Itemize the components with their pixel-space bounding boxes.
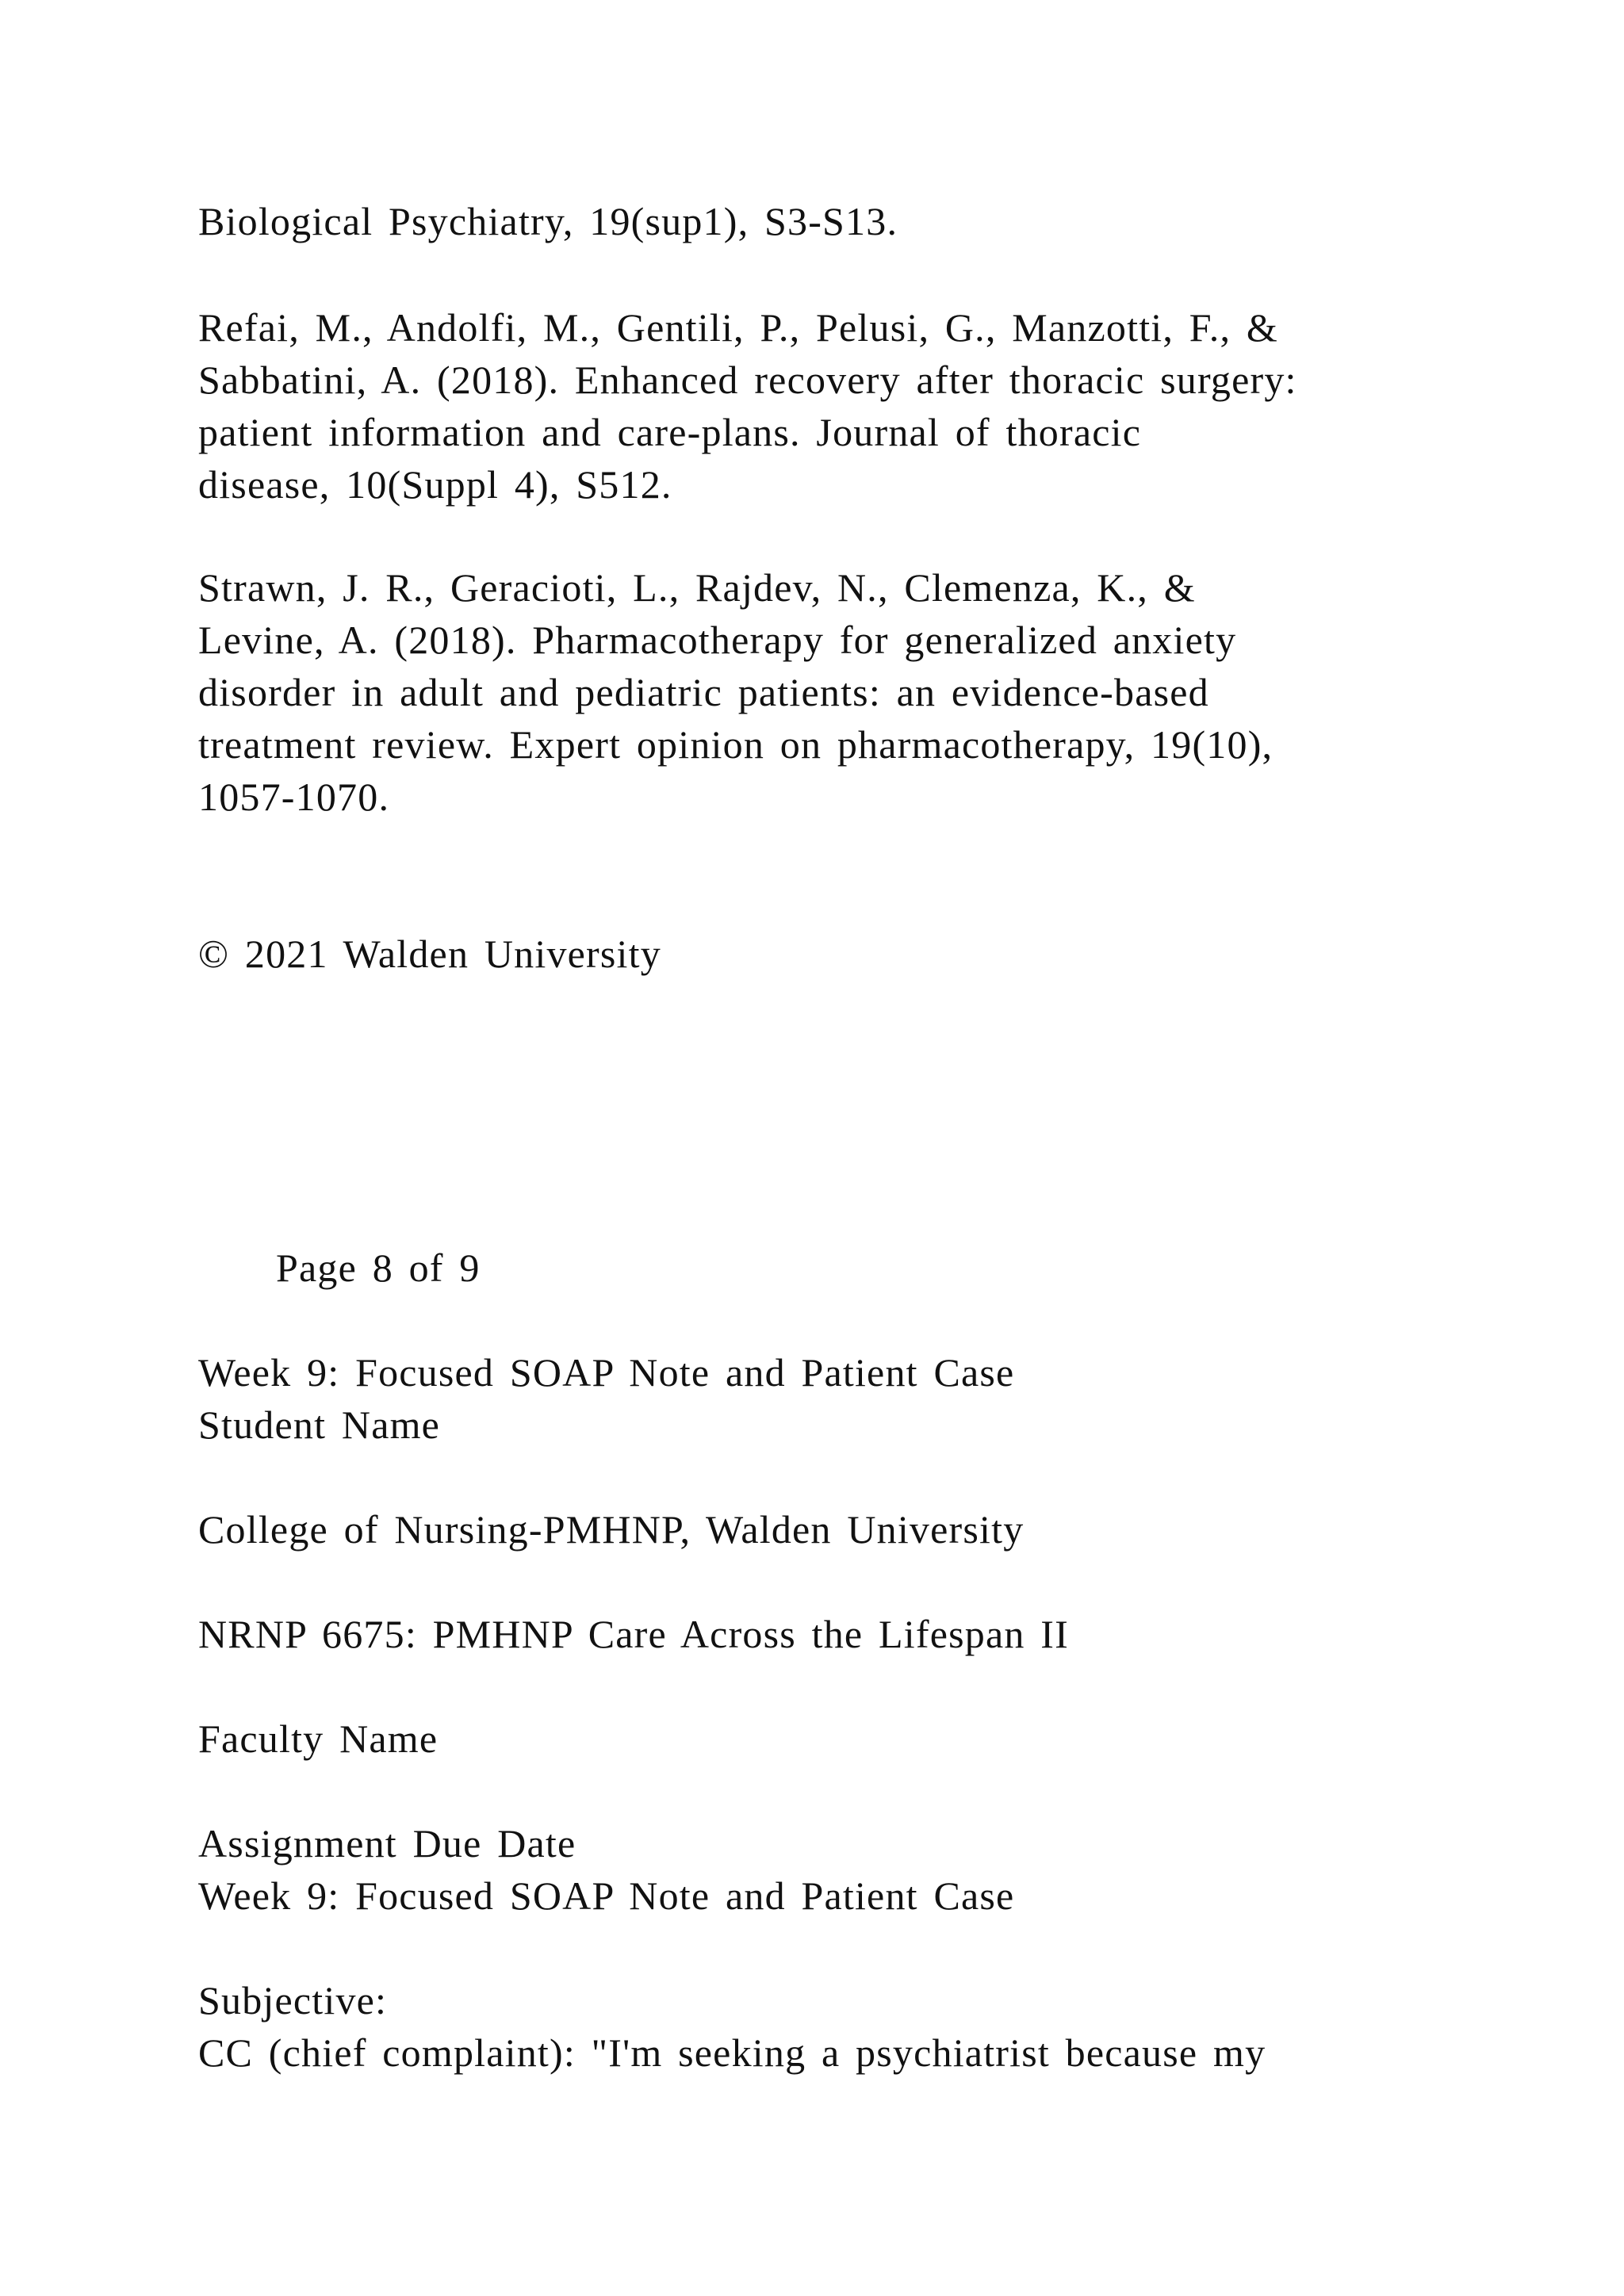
reference-line: Strawn, J. R., Geracioti, L., Rajdev, N., Clemenza, K., & — [198, 565, 1196, 610]
document-title: Week 9: Focused SOAP Note and Patient Case — [198, 1350, 1015, 1395]
reference-line: patient information and care-plans. Journal of thoracic — [198, 410, 1142, 454]
document-title-repeat: Week 9: Focused SOAP Note and Patient Case — [198, 1873, 1015, 1918]
course-name: NRNP 6675: PMHNP Care Across the Lifespan II — [198, 1612, 1069, 1656]
student-name: Student Name — [198, 1402, 441, 1447]
page-number: Page 8 of 9 — [276, 1246, 481, 1290]
due-date: Assignment Due Date — [198, 1821, 576, 1866]
reference-line: treatment review. Expert opinion on pharmacotherapy, 19(10), — [198, 722, 1274, 767]
reference-tail: Biological Psychiatry, 19(sup1), S3-S13. — [198, 199, 898, 243]
subjective-heading: Subjective: — [198, 1978, 388, 2022]
college-name: College of Nursing-PMHNP, Walden University — [198, 1507, 1025, 1552]
reference-line: disorder in adult and pediatric patients: an evidence-based — [198, 670, 1209, 714]
copyright-notice: © 2021 Walden University — [198, 932, 661, 976]
chief-complaint: CC (chief complaint): "I'm seeking a psychiatrist because my — [198, 2030, 1266, 2075]
reference-line: Levine, A. (2018). Pharmacotherapy for generalized anxiety — [198, 618, 1237, 662]
faculty-name: Faculty Name — [198, 1716, 439, 1761]
reference-line: disease, 10(Suppl 4), S512. — [198, 462, 672, 507]
reference-line: Refai, M., Andolfi, M., Gentili, P., Pelusi, G., Manzotti, F., & — [198, 305, 1278, 350]
reference-line: 1057-1070. — [198, 775, 390, 819]
reference-line: Sabbatini, A. (2018). Enhanced recovery after thoracic surgery: — [198, 358, 1297, 402]
